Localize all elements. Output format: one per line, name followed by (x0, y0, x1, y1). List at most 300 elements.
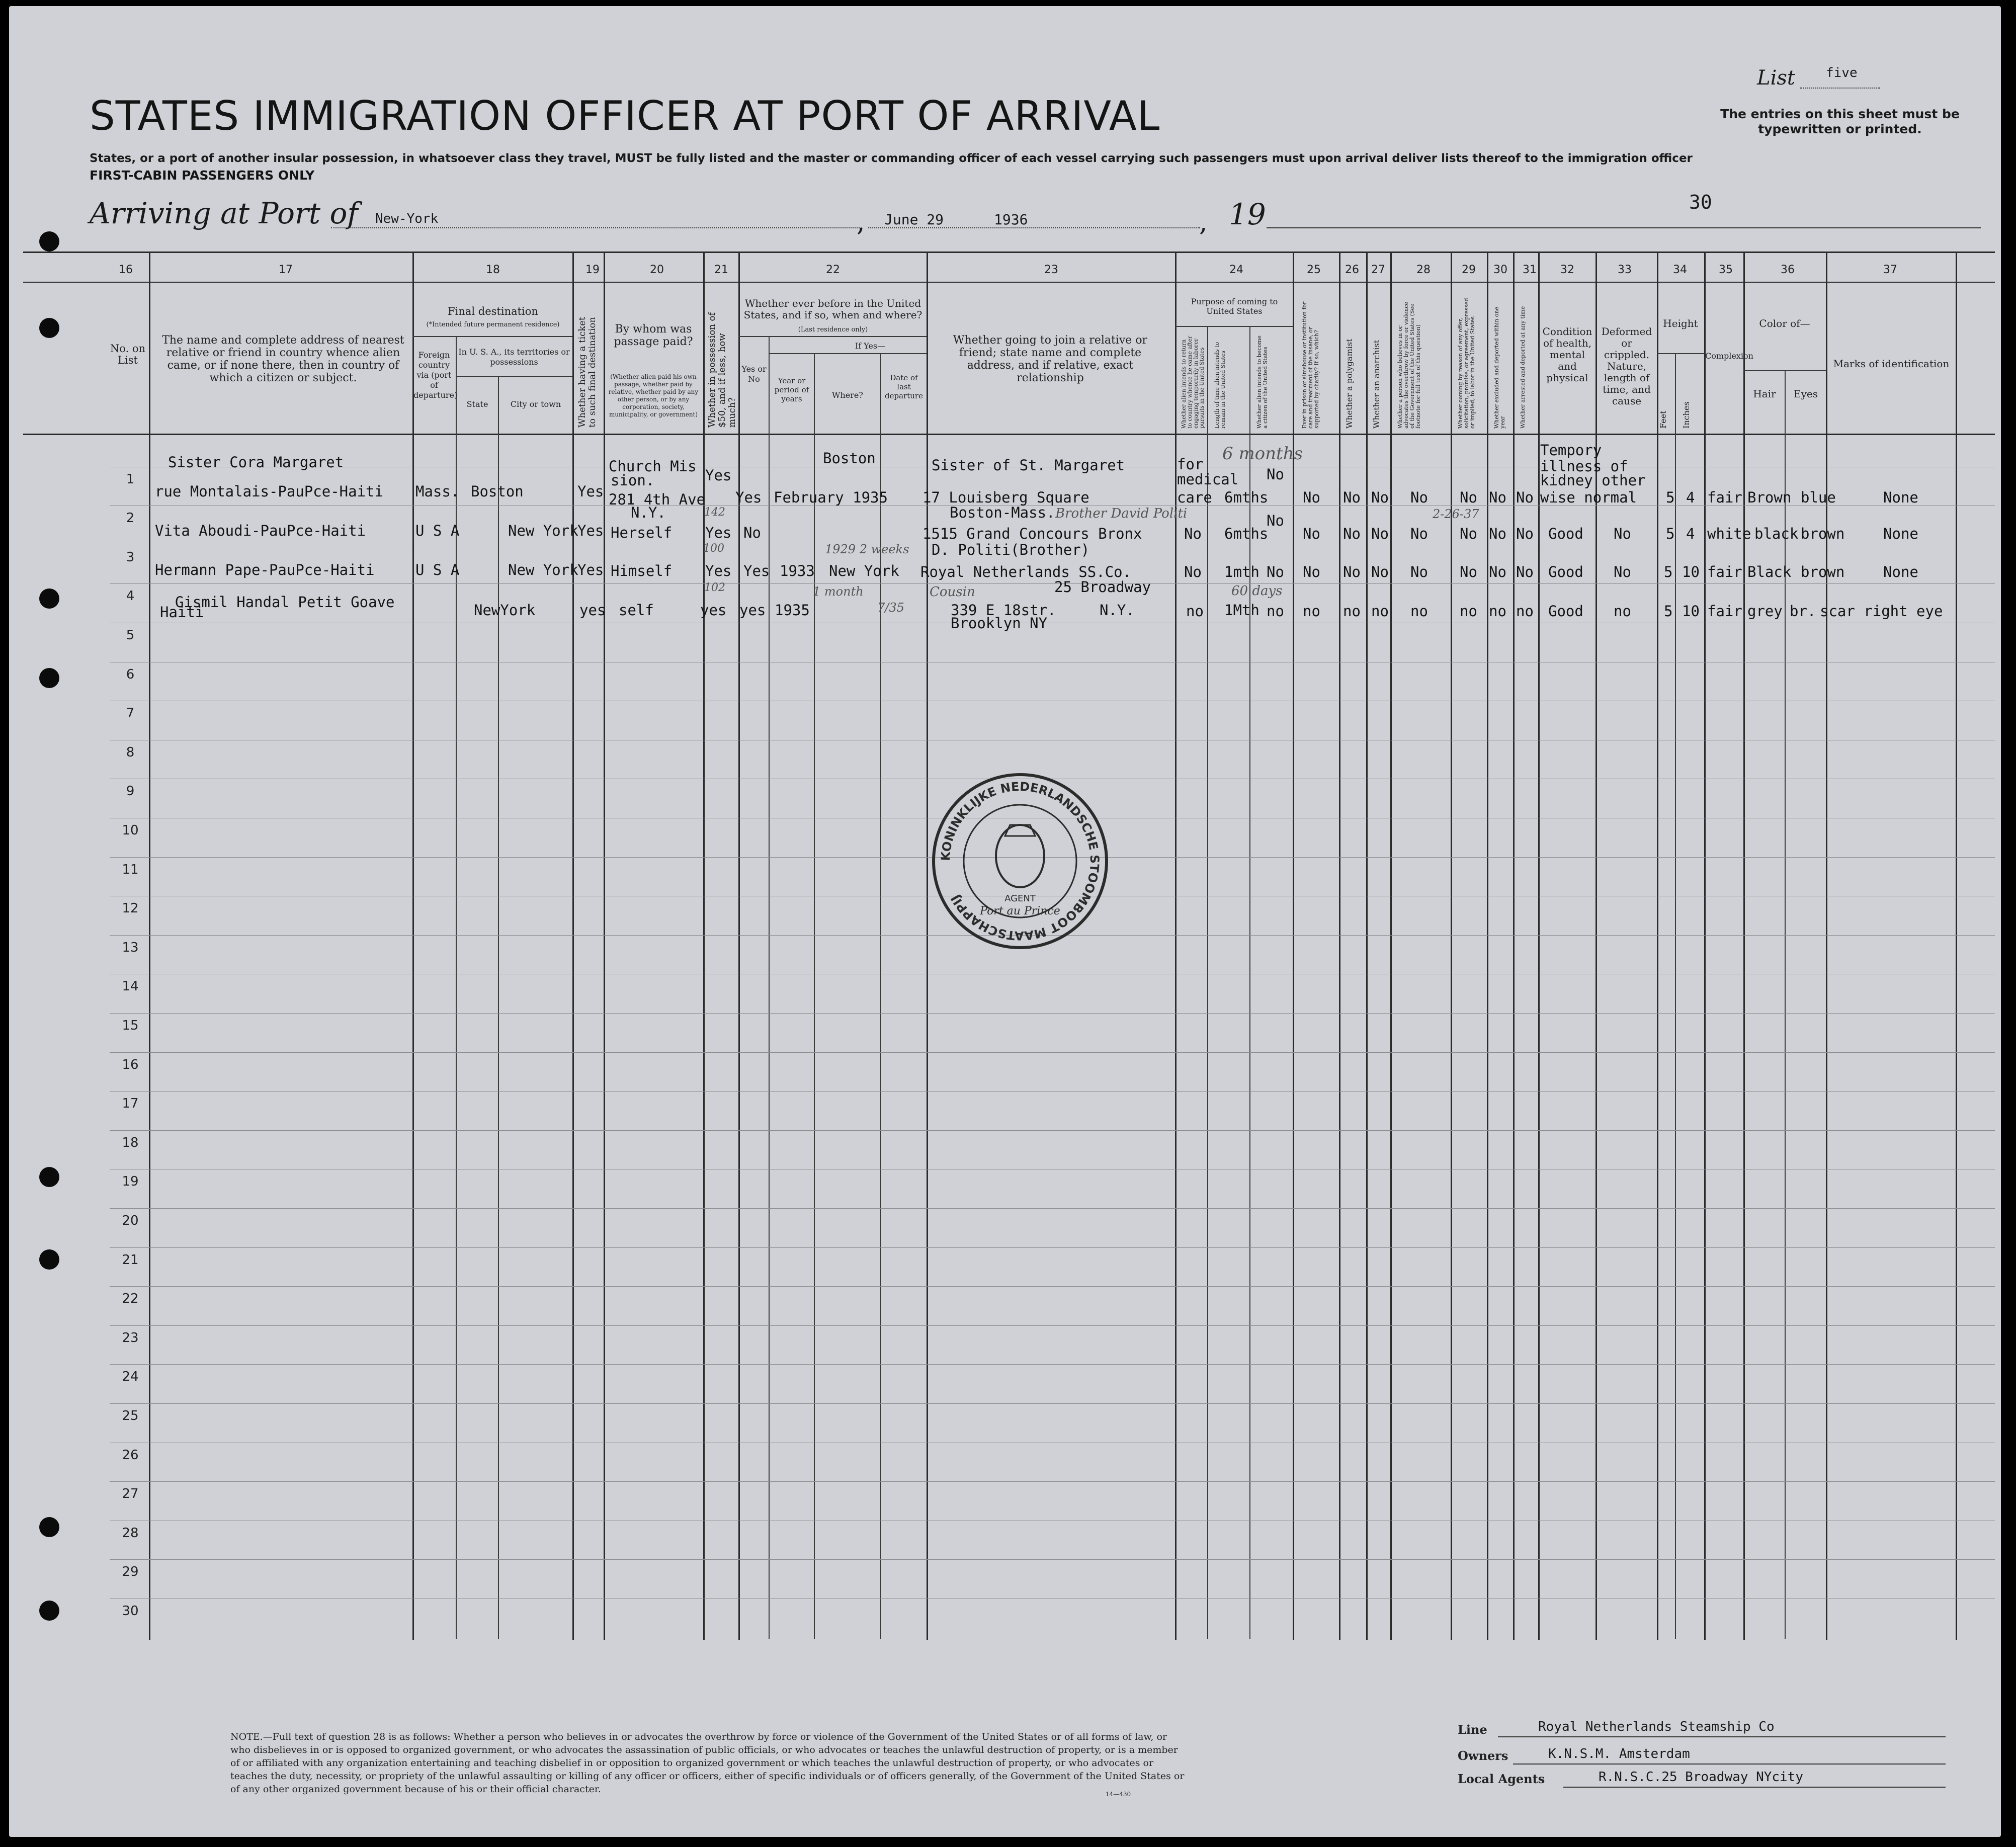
entry-4-city: NewYork (474, 602, 536, 619)
table-colnum-border (23, 282, 1995, 283)
stamp-line-2: Port au Prince (980, 905, 1060, 917)
line-label: Line (1458, 1722, 1487, 1737)
header-year-period: Year or period of years (774, 376, 809, 403)
row-number: 30 (122, 1604, 139, 1619)
header-state: State (466, 399, 488, 409)
column-number: 33 (1618, 264, 1632, 276)
entry-2-c25: No (1303, 525, 1320, 542)
entry-1-paid-by-4: N.Y. (631, 504, 666, 521)
entry-1-c25: No (1303, 489, 1320, 506)
column-rule (604, 251, 605, 1640)
row-rule (110, 1325, 1995, 1326)
entry-1-relative: rue Montalais-PauPce-Haiti (155, 483, 383, 500)
column-rule (738, 251, 740, 1640)
row-number: 3 (126, 549, 135, 565)
line-underline (1498, 1736, 1946, 1737)
row-number: 28 (122, 1525, 139, 1541)
column-rule (1451, 251, 1452, 1640)
column-rule (1657, 251, 1658, 1640)
header-col31: Whether arrested and deported at any time (1520, 306, 1526, 429)
column-number: 16 (119, 264, 133, 276)
header-city: City or town (510, 399, 561, 409)
entry-1-inches: 4 (1686, 489, 1695, 506)
cabin-class: FIRST-CABIN PASSENGERS ONLY (90, 168, 315, 183)
entry-3-relative: Hermann Pape-PauPce-Haiti (155, 561, 375, 578)
entry-2-ticket: Yes (577, 522, 604, 539)
header-col29: Whether coming by reason of any offer, solicitation, promise, or agreement, expressed or implied, to labor in the United States (1457, 298, 1476, 429)
stamp-ring-text: KONINKLIJKE NEDERLANDSCHE STOOMBOOT MAATSCHAPPIJ (938, 779, 1102, 943)
entry-1-possession: Yes (705, 467, 732, 484)
owners-value: K.N.S.M. Amsterdam (1548, 1746, 1690, 1761)
row-number: 14 (122, 979, 139, 994)
entry-2-complexion: white (1707, 525, 1751, 542)
column-number: 31 (1523, 264, 1537, 276)
arrival-date: June 29 (884, 211, 944, 228)
entry-2-hair: black (1754, 525, 1799, 542)
entry-4-possession: yes (700, 602, 727, 619)
header-condition: Condition of health, mental and physical (1542, 325, 1592, 384)
entry-4-c25: no (1303, 603, 1320, 620)
row-number: 23 (122, 1330, 139, 1346)
entry-1-feet: 5 (1666, 489, 1675, 506)
entry-4-eyes: br. (1790, 603, 1816, 620)
entry-3-possession: Yes (705, 562, 732, 579)
header-ticket: Whether having a ticket to such final destination (577, 317, 598, 428)
entry-1-foreign: Mass. (415, 483, 460, 500)
header-subrule (1657, 353, 1704, 354)
header-passage-paid: By whom was passage paid? (614, 323, 693, 348)
punch-hole (39, 589, 59, 609)
column-number: 25 (1307, 264, 1321, 276)
row-number: 1 (126, 471, 135, 487)
entry-1-paid-by-2: sion. (611, 472, 655, 489)
entry-1-city: Boston (471, 483, 524, 500)
header-subrule (1743, 370, 1826, 371)
column-rule (1743, 251, 1745, 1640)
entry-3-year-hand: 1929 2 weeks (825, 542, 909, 556)
entry-2-paid-by-1: Herself (611, 524, 673, 541)
header-height: Height (1663, 317, 1698, 329)
entry-2-city: New York (508, 522, 578, 539)
header-final-destination-note: (*Intended future permanent residence) (426, 321, 560, 328)
arrival-year-typed: 1936 (994, 211, 1028, 228)
row-number: 11 (122, 862, 139, 877)
entry-1-citizen: No (1267, 466, 1284, 483)
punch-hole (39, 1167, 59, 1187)
entry-4-length-hand: 60 days (1231, 583, 1283, 599)
entry-1-year: February 1935 (774, 489, 888, 506)
line-value: Royal Netherlands Steamship Co (1538, 1719, 1775, 1734)
year-underline (1267, 227, 1981, 228)
entry-4-inches: 10 (1682, 603, 1700, 620)
entry-1-purpose-2: medical (1177, 471, 1239, 488)
row-number: 26 (122, 1447, 139, 1463)
owners-label: Owners (1458, 1748, 1508, 1763)
entry-4-date-hand: 7/35 (877, 601, 904, 615)
sub-column-rule (1785, 370, 1786, 1639)
column-rule (149, 251, 150, 1640)
column-number: 37 (1883, 264, 1897, 276)
entry-4-c31: no (1516, 603, 1534, 620)
row-number: 5 (126, 628, 135, 643)
header-if-yes: If Yes— (855, 341, 886, 351)
sub-column-rule (1207, 326, 1208, 1639)
entry-3-eyes: brown (1801, 563, 1845, 580)
entry-4-join-hand: Cousin (930, 584, 975, 600)
row-number: 18 (122, 1135, 139, 1150)
entry-4-c27: no (1371, 603, 1389, 620)
table-top-border (23, 251, 1995, 253)
column-number: 19 (585, 264, 600, 276)
column-rule (1956, 251, 1957, 1640)
comma-1: , (857, 207, 865, 237)
column-number: 23 (1044, 264, 1058, 276)
entry-3-c28: No (1410, 563, 1428, 580)
entry-2-relative: Vita Aboudi-PauPce-Haiti (155, 522, 366, 539)
column-number: 22 (826, 264, 840, 276)
punch-hole (39, 1601, 59, 1621)
sub-column-rule (498, 376, 499, 1639)
entry-1-c26: No (1343, 489, 1361, 506)
entry-1-join-3: Boston-Mass. (950, 504, 1055, 521)
table-header-bottom (23, 434, 1995, 435)
row-number: 9 (126, 784, 135, 799)
entry-3-c30: No (1489, 563, 1506, 580)
entry-2-c29: No (1460, 525, 1477, 542)
header-ever-before: Whether ever before in the United States, and if so, when and where? (743, 297, 922, 321)
column-number: 36 (1781, 264, 1795, 276)
row-number: 10 (122, 823, 139, 838)
entry-3-c29: No (1460, 563, 1477, 580)
row-rule (110, 1364, 1995, 1365)
column-number: 17 (279, 264, 293, 276)
punch-hole (39, 668, 59, 688)
entry-1-length-hand: 6 months (1222, 444, 1303, 464)
sub-column-rule (769, 336, 770, 1639)
column-rule (572, 251, 574, 1640)
header-where: Where? (832, 390, 863, 400)
column-number: 32 (1560, 264, 1574, 276)
entry-1-c27: No (1371, 489, 1389, 506)
entry-1-c30: No (1489, 489, 1506, 506)
row-rule (110, 1286, 1995, 1287)
entry-2-inches: 4 (1686, 525, 1695, 542)
entry-4-complexion: fair (1707, 603, 1742, 620)
column-rule (1339, 251, 1340, 1640)
entry-2-possession: Yes (705, 524, 732, 541)
entry-1-condition-1: Tempory (1540, 442, 1602, 459)
entry-1-condition-2: illness of (1540, 458, 1628, 475)
entry-2-c27: No (1371, 525, 1389, 542)
entry-3-c27: No (1371, 563, 1389, 580)
entry-4-feet: 5 (1664, 603, 1673, 620)
sub-column-rule (1249, 326, 1250, 1639)
entry-1-ticket: Yes (577, 483, 604, 500)
arriving-label: Arriving at Port of (90, 196, 358, 230)
entry-3-length: 1mth (1224, 563, 1259, 580)
row-number: 16 (122, 1057, 139, 1072)
header-deformed: Deformed or crippled. Nature, length of time, and cause (1601, 325, 1652, 407)
entry-3-city: New York (508, 561, 578, 578)
column-number: 26 (1345, 264, 1359, 276)
entry-4-join-1: 339 E 18str. (951, 602, 1056, 619)
entry-2-feet: 5 (1666, 525, 1675, 542)
header-nearest-relative: The name and complete address of nearest relative or friend in country whence alien came, or if none there, then in country of which a citizen or subject. (162, 334, 404, 384)
entry-1-complexion: fair (1707, 489, 1742, 506)
entry-3-year: 1933 (780, 562, 815, 579)
entry-3-ever-before: Yes (743, 562, 770, 579)
row-number: 15 (122, 1018, 139, 1033)
header-col26: Whether a polygamist (1345, 339, 1354, 429)
row-rule (110, 1247, 1995, 1248)
row-number: 29 (122, 1564, 139, 1580)
list-value: five (1826, 65, 1858, 80)
header-no-on-list: No. on List (110, 343, 146, 366)
entry-2-deformed: No (1614, 525, 1631, 542)
row-number: 22 (122, 1291, 139, 1307)
entry-4-deformed: no (1614, 603, 1631, 620)
entry-3-complexion: fair (1707, 563, 1742, 580)
header-join-relative: Whether going to join a relative or friend; state name and complete address, and if relative, exact relationship (953, 334, 1148, 384)
column-number: 30 (1493, 264, 1507, 276)
entry-3-citizen: No (1267, 563, 1284, 580)
entry-4-citizen: no (1267, 603, 1284, 620)
header-col30: Whether excluded and deported within one year (1493, 306, 1506, 429)
entry-1-c29: No (1460, 489, 1477, 506)
punch-hole (39, 231, 59, 251)
entry-4-year-hand: 1 month (813, 584, 864, 599)
header-col27: Whether an anarchist (1372, 340, 1381, 429)
entry-3-inches: 10 (1682, 563, 1700, 580)
list-underline (1800, 88, 1880, 89)
entry-4-purpose-1: no (1186, 603, 1204, 620)
owners-underline (1513, 1764, 1946, 1765)
entry-2-ever-before: No (743, 524, 761, 541)
header-passage-note: (Whether alien paid his own passage, whether paid by relative, whether paid by any other person, or by any corporation, society, municipality, or government) (608, 373, 699, 418)
entry-3-paid-by-1: Himself (611, 562, 673, 579)
entry-4-length: 1Mth (1224, 602, 1259, 619)
entry-2-c31: No (1516, 525, 1534, 542)
entry-2-c26: No (1343, 525, 1361, 542)
column-rule (1826, 251, 1827, 1640)
instruction-text: States, or a port of another insular possession, in whatsoever class they travel, MUST be fully listed and the master or commanding officer of each vessel carrying such passengers must upon arrival deliver lists thereof to the immigration officer (90, 152, 1693, 165)
row-number: 17 (122, 1096, 139, 1112)
entry-3-possession-hand: 100 (703, 542, 724, 555)
entry-1-purpose-3: care (1177, 489, 1212, 506)
entry-1-pre-relative: Sister Cora Margaret (168, 454, 344, 471)
entry-1-marks: None (1883, 489, 1918, 506)
header-marks: Marks of identification (1833, 358, 1950, 370)
header-foreign-country: Foreign country via (port of departure) (413, 350, 458, 400)
header-date-last-departure: Date of last departure (885, 373, 923, 400)
header-complexion: Complexion (1705, 351, 1753, 361)
header-yes-or-no: Yes or No (741, 364, 767, 384)
row-rule (110, 1481, 1995, 1482)
row-number: 20 (122, 1213, 139, 1228)
entry-3-marks: None (1883, 563, 1918, 580)
row-number: 7 (126, 706, 135, 721)
entry-4-c30: no (1489, 603, 1506, 620)
form-number: 14—430 (1106, 1791, 1131, 1798)
entry-3-feet: 5 (1664, 563, 1673, 580)
crest-icon (996, 825, 1044, 887)
entry-1-ever-before: Yes (735, 489, 762, 506)
header-eyes: Eyes (1794, 388, 1818, 400)
row-number: 2 (126, 511, 135, 526)
entry-3-where: New York (829, 562, 899, 579)
entry-1-condition-4: wise normal (1540, 489, 1637, 506)
header-in-usa: In U. S. A., its territories or possessions (458, 347, 570, 367)
column-rule (1175, 251, 1177, 1640)
header-subrule (1175, 326, 1293, 327)
row-number: 8 (126, 744, 135, 760)
agency-stamp (930, 771, 1111, 952)
page-number: 30 (1689, 191, 1712, 213)
entry-2-join-2: D. Politi(Brother) (932, 541, 1090, 558)
column-number: 24 (1229, 264, 1243, 276)
column-rule (1366, 251, 1368, 1640)
entry-1-paid-by-3: 281 4th Ave (609, 491, 706, 508)
entry-3-c26: No (1343, 563, 1361, 580)
column-number: 21 (714, 264, 728, 276)
entry-3-condition: Good (1548, 563, 1583, 580)
entry-1-citizen-2: No (1267, 512, 1284, 529)
entry-1-purpose-1: for (1177, 456, 1204, 473)
sub-column-rule (1675, 353, 1676, 1639)
row-number: 27 (122, 1486, 139, 1502)
row-number: 4 (126, 589, 135, 604)
header-feet: Feet (1658, 410, 1668, 429)
row-number: 21 (122, 1252, 139, 1268)
header-subrule (412, 336, 572, 337)
entry-3-join-2: 25 Broadway (1054, 578, 1151, 596)
entry-4-join-1b: N.Y. (1100, 602, 1135, 619)
header-final-destination: Final destination (448, 305, 538, 317)
entry-4-c26: no (1343, 603, 1361, 620)
entry-2-c30: No (1489, 525, 1506, 542)
entry-4-condition: Good (1548, 603, 1583, 620)
header-purpose: Purpose of coming to United States (1191, 297, 1278, 316)
column-number: 27 (1371, 264, 1385, 276)
row-rule (110, 1559, 1995, 1560)
entry-2-length: 6mths (1224, 525, 1269, 542)
column-number: 34 (1673, 264, 1687, 276)
entry-3-purpose-1: No (1184, 563, 1202, 580)
stamp-line-1: AGENT (1004, 893, 1036, 904)
sub-column-rule (814, 353, 815, 1639)
row-number: 25 (122, 1408, 139, 1423)
column-rule (1487, 251, 1488, 1640)
column-rule (412, 251, 414, 1640)
entry-2-eyes: brown (1801, 525, 1845, 542)
header-subrule (456, 376, 572, 377)
punch-hole (39, 1249, 59, 1270)
entry-4-c29: no (1460, 603, 1477, 620)
entry-1-c28: No (1410, 489, 1428, 506)
header-inches: Inches (1682, 401, 1691, 429)
year-prefix: 19 (1229, 197, 1266, 231)
entry-4-relative-2: Haiti (160, 604, 204, 621)
header-hair: Hair (1753, 388, 1776, 400)
entry-4-c28: no (1410, 603, 1428, 620)
entry-3-deformed: No (1614, 563, 1631, 580)
entry-3-hair: Black (1747, 563, 1792, 580)
column-number: 18 (486, 264, 500, 276)
manifest-page (9, 6, 2001, 1837)
entry-1-c31: No (1516, 489, 1534, 506)
entry-2-hand-date: 2-26-37 (1433, 507, 1479, 521)
entry-2-foreign: U S A (415, 522, 460, 539)
row-rule (110, 1013, 1995, 1014)
entry-3-join-1: Royal Netherlands SS.Co. (920, 563, 1132, 580)
entry-3-foreign: U S A (415, 561, 460, 578)
column-number: 20 (650, 264, 664, 276)
header-col28: Whether a person who believes in or advocates the overthrow by force or violence of the Government of the United States (See footnote for full text of this question) (1397, 301, 1421, 429)
header-purpose-c: Whether alien intends to become a citizen of the United States (1256, 335, 1269, 429)
column-number: 29 (1462, 264, 1476, 276)
punch-hole (39, 318, 59, 338)
entry-1-length: 6mths (1224, 489, 1269, 506)
row-rule (110, 1130, 1995, 1131)
port-underline (331, 227, 862, 228)
list-label: List (1757, 66, 1795, 90)
entry-2-join-1: 1515 Grand Concours Bronx (922, 525, 1142, 542)
column-number: 28 (1416, 264, 1431, 276)
entry-4-ticket: yes (579, 602, 606, 619)
entry-1-condition-3: kidney other (1540, 472, 1646, 489)
entry-2-join-hand: Brother David Politi (1055, 506, 1188, 521)
row-rule (110, 1208, 1995, 1209)
column-rule (1538, 251, 1540, 1640)
row-number: 13 (122, 940, 139, 955)
entry-2-purpose-1: No (1184, 525, 1202, 542)
row-number: 24 (122, 1369, 139, 1385)
entry-1-join-2: 17 Louisberg Square (922, 489, 1089, 506)
row-rule (110, 1091, 1995, 1092)
entry-4-possession-hand: 102 (704, 581, 725, 594)
agents-label: Local Agents (1458, 1772, 1545, 1786)
entry-1-paid-by-1: Church Mis (609, 458, 697, 475)
entry-2-marks: None (1883, 525, 1918, 542)
entry-4-relative: Gismil Handal Petit Goave (175, 594, 395, 611)
comma-2: , (1199, 207, 1208, 237)
row-rule (110, 1403, 1995, 1404)
agents-value: R.N.S.C.25 Broadway NYcity (1599, 1770, 1803, 1785)
page-title: STATES IMMIGRATION OFFICER AT PORT OF ARRIVAL (90, 93, 1160, 139)
entry-1-eyes: blue (1801, 489, 1836, 506)
entry-2-condition: Good (1548, 525, 1583, 542)
row-number: 19 (122, 1174, 139, 1190)
port-of-arrival: New-York (375, 211, 439, 226)
entry-1-hair: Brown (1747, 489, 1792, 506)
row-number: 12 (122, 901, 139, 916)
punch-hole (39, 1517, 59, 1537)
entry-4-ever-before: yes (739, 602, 766, 619)
entry-1-possession-hand: 142 (704, 506, 725, 519)
entry-4-year: 1935 (775, 602, 810, 619)
column-rule (1390, 251, 1392, 1640)
entries-note: The entries on this sheet must be typewritten or printed. (1720, 107, 1960, 136)
entry-3-ticket: Yes (577, 561, 604, 578)
header-purpose-a: Whether alien intends to return to country whence he came after engaging temporarily in laborer pursuits in the United States (1181, 335, 1205, 429)
entry-1-where: Boston (823, 450, 876, 467)
header-purpose-b: Length of time alien intends to remain in the United States (1214, 342, 1226, 429)
column-rule (1704, 251, 1706, 1640)
row-number: 6 (126, 666, 135, 682)
agents-underline (1563, 1787, 1946, 1788)
entry-3-c31: No (1516, 563, 1534, 580)
entry-3-c25: No (1303, 563, 1320, 580)
